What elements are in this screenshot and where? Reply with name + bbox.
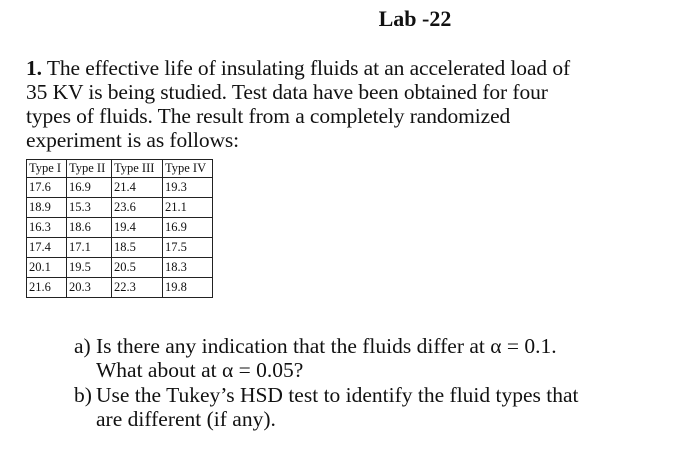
question-label: b)	[74, 383, 92, 407]
table-cell: 18.6	[67, 218, 112, 238]
table-row	[27, 238, 213, 258]
table-cell: 17.1	[67, 238, 112, 258]
question-label: a)	[74, 334, 91, 358]
table-cell: 22.3	[112, 278, 163, 298]
table-cell: 17.6	[27, 178, 67, 198]
column-header: Type III	[112, 160, 163, 178]
table-row	[27, 218, 213, 238]
table-row	[27, 198, 213, 218]
page-title: Lab -22	[378, 6, 452, 31]
questions-list	[74, 334, 674, 432]
question-a	[74, 334, 674, 382]
question-text: Use the Tukey’s HSD test to identify the fluid types that are different (if any).	[96, 383, 579, 431]
table-cell: 18.5	[112, 238, 163, 258]
table-cell: 20.3	[67, 278, 112, 298]
problem-statement	[26, 56, 626, 152]
table-cell: 17.4	[27, 238, 67, 258]
table-cell: 19.4	[112, 218, 163, 238]
table-cell: 15.3	[67, 198, 112, 218]
table-cell: 16.9	[67, 178, 112, 198]
table-row	[27, 258, 213, 278]
table-cell: 16.3	[27, 218, 67, 238]
column-header: Type IV	[163, 160, 213, 178]
table-cell: 16.9	[163, 218, 213, 238]
table-cell: 21.1	[163, 198, 213, 218]
table-cell: 19.3	[163, 178, 213, 198]
table-cell: 21.6	[27, 278, 67, 298]
question-text: Is there any indication that the fluids differ at α = 0.1. What about at α = 0.05?	[96, 334, 557, 382]
fluid-life-table	[26, 159, 213, 298]
question-b	[74, 383, 674, 431]
table-row	[27, 178, 213, 198]
column-header: Type I	[27, 160, 67, 178]
table-cell: 18.9	[27, 198, 67, 218]
table-header-row	[27, 160, 213, 178]
problem-number: 1.	[26, 56, 42, 80]
table-cell: 17.5	[163, 238, 213, 258]
problem-line: types of fluids. The result from a completely randomized	[26, 104, 511, 128]
problem-line: 35 KV is being studied. Test data have been obtained for four	[26, 80, 548, 104]
table-cell: 20.5	[112, 258, 163, 278]
problem-line: experiment is as follows:	[26, 128, 240, 152]
table-cell: 19.8	[163, 278, 213, 298]
table-row	[27, 278, 213, 298]
table-cell: 23.6	[112, 198, 163, 218]
column-header: Type II	[67, 160, 112, 178]
table-cell: 18.3	[163, 258, 213, 278]
table-cell: 20.1	[27, 258, 67, 278]
problem-line: 1. The effective life of insulating fluids at an accelerated load of	[26, 56, 571, 80]
table-cell: 19.5	[67, 258, 112, 278]
table-cell: 21.4	[112, 178, 163, 198]
